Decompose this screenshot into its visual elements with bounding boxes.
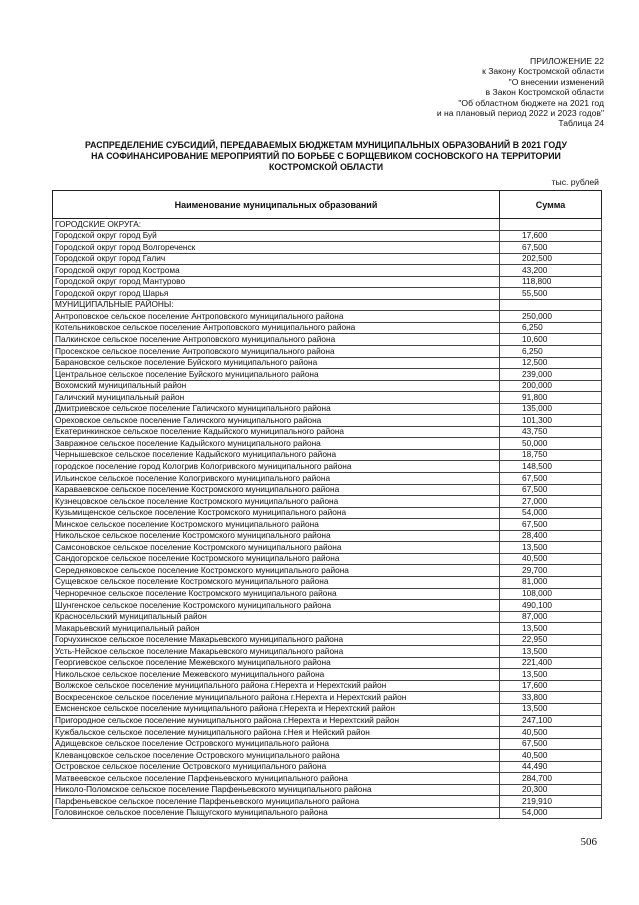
- title-line: НА СОФИНАНСИРОВАНИЕ МЕРОПРИЯТИЙ ПО БОРЬБЕ С БОРЩЕВИКОМ СОСНОВСКОГО НА ТЕРРИТОРИИ: [91, 151, 561, 161]
- table-row: [53, 773, 602, 785]
- sum-cell: 148,500: [500, 461, 602, 473]
- table-row: [53, 519, 602, 531]
- municipality-name-cell: Дмитриевское сельское поселение Галичского муниципального района: [53, 403, 500, 415]
- header-line: Таблица 24: [558, 118, 604, 129]
- table-row: [53, 727, 602, 739]
- municipality-name-cell: Сандогорское сельское поселение Костромского муниципального района: [53, 553, 500, 565]
- table-row: [53, 288, 602, 300]
- sum-cell: 13,500: [500, 669, 602, 681]
- table-row: [53, 634, 602, 646]
- table-row: [53, 715, 602, 727]
- table-row: [53, 473, 602, 485]
- municipality-name-cell: Головинское сельское поселение Пыщугского муниципального района: [53, 807, 500, 819]
- table-row: [53, 392, 602, 404]
- municipality-name-cell: Островское сельское поселение Островского муниципального района: [53, 761, 500, 773]
- header-line: к Закону Костромской области: [482, 66, 604, 77]
- table-row: [53, 750, 602, 762]
- table-row: [53, 530, 602, 542]
- table-row: [53, 357, 602, 369]
- municipality-name-cell: ГОРОДСКИЕ ОКРУГА:: [53, 219, 500, 231]
- municipality-name-cell: Матвеевское сельское поселение Парфеньевского муниципального района: [53, 773, 500, 785]
- sum-cell: 67,500: [500, 484, 602, 496]
- table-row: [53, 623, 602, 635]
- table-row: [53, 242, 602, 254]
- sum-cell: 43,750: [500, 426, 602, 438]
- table-row: [53, 311, 602, 323]
- sum-cell: 54,000: [500, 507, 602, 519]
- municipality-name-cell: Чернышевское сельское поселение Кадыйского муниципального района: [53, 449, 500, 461]
- sum-cell: 17,600: [500, 230, 602, 242]
- table-row: [53, 553, 602, 565]
- table-row: [53, 738, 602, 750]
- municipality-name-cell: Котельниковское сельское поселение Антроповского муниципального района: [53, 322, 500, 334]
- sum-cell: 50,000: [500, 438, 602, 450]
- municipality-name-cell: Галичский муниципальный район: [53, 392, 500, 404]
- table-row: [53, 276, 602, 288]
- table-row: [53, 299, 602, 311]
- table-row: [53, 692, 602, 704]
- sum-cell: 101,300: [500, 415, 602, 427]
- table-row: [53, 346, 602, 358]
- table-row: [53, 576, 602, 588]
- title-line: КОСТРОМСКОЙ ОБЛАСТИ: [268, 162, 384, 172]
- sum-cell: 219,910: [500, 796, 602, 808]
- sum-cell: 221,400: [500, 657, 602, 669]
- header-line: "О внесении изменений: [508, 76, 604, 87]
- table-row: [53, 784, 602, 796]
- municipality-name-cell: Ореховское сельское поселение Галичского муниципального района: [53, 415, 500, 427]
- municipality-name-cell: Городской округ город Волгореченск: [53, 242, 500, 254]
- table-row: [53, 588, 602, 600]
- page-number: 506: [580, 836, 597, 848]
- municipality-name-cell: Усть-Нейское сельское поселение Макарьевского муниципального района: [53, 646, 500, 658]
- municipality-name-cell: Адищевское сельское поселение Островского муниципального района: [53, 738, 500, 750]
- table-row: [53, 322, 602, 334]
- municipality-name-cell: Воскресенское сельское поселение муниципального района г.Нерехта и Нерехтский район: [53, 692, 500, 704]
- municipality-name-cell: Шунгенское сельское поселение Костромского муниципального района: [53, 600, 500, 612]
- sum-cell: 13,500: [500, 623, 602, 635]
- municipality-name-cell: Городской округ город Шарья: [53, 288, 500, 300]
- municipality-name-cell: Клеванцовское сельское поселение Островского муниципального района: [53, 750, 500, 762]
- table-row: [53, 380, 602, 392]
- municipality-name-cell: Караваевское сельское поселение Костромского муниципального района: [53, 484, 500, 496]
- municipality-name-cell: Завражное сельское поселение Кадыйского муниципального района: [53, 438, 500, 450]
- sum-cell: [500, 219, 602, 231]
- sum-cell: 13,500: [500, 646, 602, 658]
- document-title: [48, 140, 604, 173]
- municipality-name-cell: Кузнецовское сельское поселение Костромского муниципального района: [53, 496, 500, 508]
- municipality-name-cell: Черноречное сельское поселение Костромского муниципального района: [53, 588, 500, 600]
- column-header-sum: Сумма: [500, 191, 602, 219]
- sum-cell: 10,600: [500, 334, 602, 346]
- table-row: [53, 646, 602, 658]
- municipality-name-cell: Центральное сельское поселение Буйского муниципального района: [53, 369, 500, 381]
- sum-cell: 6,250: [500, 322, 602, 334]
- table-row: [53, 703, 602, 715]
- sum-cell: 28,400: [500, 530, 602, 542]
- sum-cell: 108,000: [500, 588, 602, 600]
- sum-cell: 135,000: [500, 403, 602, 415]
- sum-cell: 54,000: [500, 807, 602, 819]
- sum-cell: 18,750: [500, 449, 602, 461]
- table-row: [53, 611, 602, 623]
- sum-cell: 202,500: [500, 253, 602, 265]
- sum-cell: 247,100: [500, 715, 602, 727]
- municipality-name-cell: Середняковское сельское поселение Костромского муниципального района: [53, 565, 500, 577]
- header-line: и на плановый период 2022 и 2023 годов": [436, 108, 604, 119]
- sum-cell: 55,500: [500, 288, 602, 300]
- title-line: РАСПРЕДЕЛЕНИЕ СУБСИДИЙ, ПЕРЕДАВАЕМЫХ БЮДЖЕТАМ МУНИЦИПАЛЬНЫХ ОБРАЗОВАНИЙ В 2021 ГОДУ: [85, 140, 567, 150]
- municipality-name-cell: Антроповское сельское поселение Антроповского муниципального района: [53, 311, 500, 323]
- sum-cell: 67,500: [500, 519, 602, 531]
- table-row: [53, 507, 602, 519]
- sum-cell: 67,500: [500, 242, 602, 254]
- municipality-name-cell: МУНИЦИПАЛЬНЫЕ РАЙОНЫ:: [53, 299, 500, 311]
- municipality-name-cell: Городской округ город Кострома: [53, 265, 500, 277]
- municipality-name-cell: Георгиевское сельское поселение Межевского муниципального района: [53, 657, 500, 669]
- sum-cell: 250,000: [500, 311, 602, 323]
- sum-cell: 490,100: [500, 600, 602, 612]
- sum-cell: 239,000: [500, 369, 602, 381]
- municipality-name-cell: Городской округ город Галич: [53, 253, 500, 265]
- sum-cell: 40,500: [500, 727, 602, 739]
- municipality-name-cell: Ильинское сельское поселение Кологривского муниципального района: [53, 473, 500, 485]
- sum-cell: 40,500: [500, 553, 602, 565]
- table-row: [53, 253, 602, 265]
- sum-cell: 284,700: [500, 773, 602, 785]
- sum-cell: 43,200: [500, 265, 602, 277]
- table-row: [53, 334, 602, 346]
- municipality-name-cell: Волжское сельское поселение муниципального района г.Нерехта и Нерехтский район: [53, 680, 500, 692]
- municipality-name-cell: Городской округ город Мантурово: [53, 276, 500, 288]
- municipality-name-cell: Красносельский муниципальный район: [53, 611, 500, 623]
- municipality-name-cell: Пригородное сельское поселение муниципального района г.Нерехта и Нерехтский район: [53, 715, 500, 727]
- header-line: в Закон Костромской области: [485, 87, 604, 98]
- sum-cell: 67,500: [500, 473, 602, 485]
- table-row: [53, 680, 602, 692]
- sum-cell: 20,300: [500, 784, 602, 796]
- municipality-name-cell: Сущевское сельское поселение Костромского муниципального района: [53, 576, 500, 588]
- municipality-name-cell: Горчухинское сельское поселение Макарьевского муниципального района: [53, 634, 500, 646]
- table-row: [53, 496, 602, 508]
- sum-cell: 40,500: [500, 750, 602, 762]
- table-row: [53, 669, 602, 681]
- table-row: [53, 265, 602, 277]
- table-row: [53, 426, 602, 438]
- table-row: [53, 403, 602, 415]
- appendix-header: [284, 56, 604, 129]
- table-row: [53, 796, 602, 808]
- municipality-name-cell: Самсоновское сельское поселение Костромского муниципального района: [53, 542, 500, 554]
- sum-cell: 17,600: [500, 680, 602, 692]
- table-row: [53, 369, 602, 381]
- table-header-row: [53, 191, 602, 219]
- table-row: [53, 600, 602, 612]
- sum-cell: 81,000: [500, 576, 602, 588]
- municipality-name-cell: Никольское сельское поселение Межевского муниципального района: [53, 669, 500, 681]
- sum-cell: 118,800: [500, 276, 602, 288]
- sum-cell: 87,000: [500, 611, 602, 623]
- table-row: [53, 461, 602, 473]
- municipality-name-cell: Макарьевский муниципальный район: [53, 623, 500, 635]
- table-body: [53, 219, 602, 819]
- table-row: [53, 484, 602, 496]
- column-header-name: Наименование муниципальных образований: [53, 191, 500, 219]
- municipality-name-cell: Екатеринкинское сельское поселение Кадыйского муниципального района: [53, 426, 500, 438]
- units-label: тыс. рублей: [551, 177, 599, 187]
- sum-cell: 12,500: [500, 357, 602, 369]
- sum-cell: 13,500: [500, 542, 602, 554]
- header-line: ПРИЛОЖЕНИЕ 22: [530, 56, 604, 66]
- sum-cell: 91,800: [500, 392, 602, 404]
- table-row: [53, 657, 602, 669]
- subsidy-table: [52, 190, 602, 819]
- sum-cell: 27,000: [500, 496, 602, 508]
- table-row: [53, 761, 602, 773]
- municipality-name-cell: Минское сельское поселение Костромского муниципального района: [53, 519, 500, 531]
- table-row: [53, 415, 602, 427]
- table-row: [53, 438, 602, 450]
- municipality-name-cell: Вохомский муниципальный район: [53, 380, 500, 392]
- municipality-name-cell: Николо-Поломское сельское поселение Парфеньевского муниципального района: [53, 784, 500, 796]
- table-row: [53, 565, 602, 577]
- municipality-name-cell: Кужбальское сельское поселение муниципального района г.Нея и Нейский район: [53, 727, 500, 739]
- sum-cell: 200,000: [500, 380, 602, 392]
- sum-cell: 13,500: [500, 703, 602, 715]
- table-row: [53, 542, 602, 554]
- municipality-name-cell: Парфеньевское сельское поселение Парфеньевского муниципального района: [53, 796, 500, 808]
- municipality-name-cell: Кузьмищенское сельское поселение Костромского муниципального района: [53, 507, 500, 519]
- sum-cell: [500, 299, 602, 311]
- municipality-name-cell: Никольское сельское поселение Костромского муниципального района: [53, 530, 500, 542]
- municipality-name-cell: Барановское сельское поселение Буйского муниципального района: [53, 357, 500, 369]
- sum-cell: 67,500: [500, 738, 602, 750]
- municipality-name-cell: Просекское сельское поселение Антроповского муниципального района: [53, 346, 500, 358]
- municipality-name-cell: Палкинское сельское поселение Антроповского муниципального района: [53, 334, 500, 346]
- sum-cell: 33,800: [500, 692, 602, 704]
- municipality-name-cell: городское поселение город Кологрив Кологривского муниципального района: [53, 461, 500, 473]
- sum-cell: 22,950: [500, 634, 602, 646]
- header-line: "Об областном бюджете на 2021 год: [458, 97, 604, 108]
- table-row: [53, 449, 602, 461]
- table-row: [53, 230, 602, 242]
- municipality-name-cell: Городской округ город Буй: [53, 230, 500, 242]
- municipality-name-cell: Емсненское сельское поселение муниципального района г.Нерехта и Нерехтский район: [53, 703, 500, 715]
- sum-cell: 6,250: [500, 346, 602, 358]
- sum-cell: 44,490: [500, 761, 602, 773]
- sum-cell: 29,700: [500, 565, 602, 577]
- table-row: [53, 807, 602, 819]
- table-row: [53, 219, 602, 231]
